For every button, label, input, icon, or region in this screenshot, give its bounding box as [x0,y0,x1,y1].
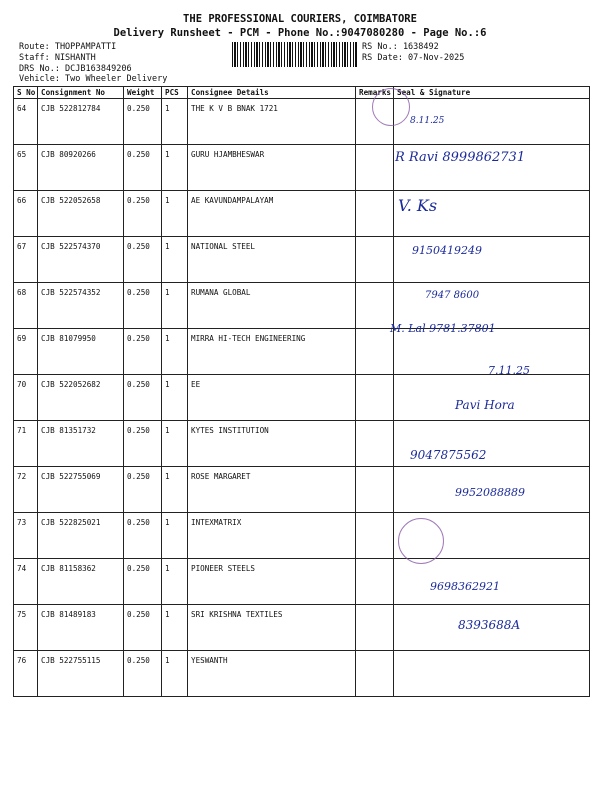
weight: 0.250 [124,421,162,467]
sno: 73 [14,513,38,559]
col-consignee: Consignee Details [188,87,356,99]
seal-stamp [398,518,444,564]
sno: 66 [14,191,38,237]
weight: 0.250 [124,237,162,283]
consignment-no: CJB 522052682 [38,375,124,421]
remarks [356,375,394,421]
sno: 69 [14,329,38,375]
table-row [14,237,590,283]
pcs: 1 [162,467,188,513]
consignee: THE K V B BNAK 1721 [188,99,356,145]
pcs: 1 [162,145,188,191]
col-pcs: PCS [162,87,188,99]
drs-label: DRS No.: DCJB163849206 [19,64,132,74]
sno: 76 [14,651,38,697]
pcs: 1 [162,513,188,559]
remarks [356,237,394,283]
rubber-stamp [392,346,472,394]
consignment-no: CJB 522052658 [38,191,124,237]
sno: 64 [14,99,38,145]
remarks [356,605,394,651]
sno: 68 [14,283,38,329]
remarks [356,651,394,697]
signature: 8393688A [458,618,521,632]
weight: 0.250 [124,329,162,375]
weight: 0.250 [124,513,162,559]
table-row [14,513,590,559]
pcs: 1 [162,283,188,329]
col-sno: S No [14,87,38,99]
pcs: 1 [162,99,188,145]
pcs: 1 [162,375,188,421]
col-signature: Seal & Signature [394,87,590,99]
signature-cell [394,651,590,697]
runsheet-table [13,86,590,697]
col-consignment: Consignment No [38,87,124,99]
table-row [14,191,590,237]
pcs: 1 [162,237,188,283]
weight: 0.250 [124,559,162,605]
consignee: KYTES INSTITUTION [188,421,356,467]
consignment-no: CJB 522574352 [38,283,124,329]
signature: 9047875562 [410,448,487,462]
vehicle-label: Vehicle: Two Wheeler Delivery [19,74,168,84]
remarks [356,283,394,329]
table-header [14,87,590,99]
consignee: PIONEER STEELS [188,559,356,605]
weight: 0.250 [124,283,162,329]
table-row [14,651,590,697]
consignee: ROSE MARGARET [188,467,356,513]
consignment-no: CJB 522755069 [38,467,124,513]
consignee: SRI KRISHNA TEXTILES [188,605,356,651]
weight: 0.250 [124,191,162,237]
consignee: INTEXMATRIX [188,513,356,559]
consignment-no: CJB 81158362 [38,559,124,605]
rs-date: RS Date: 07-Nov-2025 [362,53,465,63]
pcs: 1 [162,329,188,375]
sno: 65 [14,145,38,191]
pcs: 1 [162,421,188,467]
seal-stamp [372,88,410,126]
consignee: GURU HJAMBHESWAR [188,145,356,191]
runsheet-title: Delivery Runsheet - PCM - Phone No.:9047080280 - Page No.:6 [113,27,487,39]
sno: 72 [14,467,38,513]
weight: 0.250 [124,651,162,697]
weight: 0.250 [124,145,162,191]
sno: 74 [14,559,38,605]
signature: 7947 8600 [425,290,480,301]
signature: M. Lal 9781.37801 [390,322,496,335]
remarks [356,467,394,513]
remarks [356,145,394,191]
signature: 8.11.25 [410,116,445,126]
consignee: EE [188,375,356,421]
pcs: 1 [162,559,188,605]
consignee: MIRRA HI-TECH ENGINEERING [188,329,356,375]
pcs: 1 [162,605,188,651]
barcode [232,42,357,67]
pcs: 1 [162,191,188,237]
table-row [14,99,590,145]
sno: 75 [14,605,38,651]
col-remarks: Remarks [356,87,394,99]
sno: 67 [14,237,38,283]
table-row [14,421,590,467]
route-label: Route: THOPPAMPATTI [19,42,117,52]
remarks [356,559,394,605]
remarks [356,329,394,375]
consignee: YESWANTH [188,651,356,697]
col-weight: Weight [124,87,162,99]
remarks [356,421,394,467]
weight: 0.250 [124,605,162,651]
consignment-no: CJB 81489183 [38,605,124,651]
weight: 0.250 [124,375,162,421]
signature: V. Ks [398,196,438,215]
consignment-no: CJB 81351732 [38,421,124,467]
company-title: THE PROFESSIONAL COURIERS, COIMBATORE [183,13,417,25]
remarks [356,513,394,559]
sno: 71 [14,421,38,467]
table-row [14,559,590,605]
table-row [14,283,590,329]
consignee: AE KAVUNDAMPALAYAM [188,191,356,237]
remarks [356,191,394,237]
consignment-no: CJB 522755115 [38,651,124,697]
signature: 9150419249 [412,244,482,257]
consignment-no: CJB 522574370 [38,237,124,283]
consignment-no: CJB 522812784 [38,99,124,145]
rs-number: RS No.: 1638492 [362,42,439,52]
signature: 9698362921 [430,580,500,593]
signature: 7.11.25 [488,364,530,377]
weight: 0.250 [124,467,162,513]
consignee: RUMANA GLOBAL [188,283,356,329]
signature: Pavi Hora [455,398,515,412]
consignment-no: CJB 522825021 [38,513,124,559]
sno: 70 [14,375,38,421]
consignee: NATIONAL STEEL [188,237,356,283]
signature: R Ravi 8999862731 [395,150,526,165]
pcs: 1 [162,651,188,697]
weight: 0.250 [124,99,162,145]
signature: 9952088889 [455,486,525,499]
staff-label: Staff: NISHANTH [19,53,96,63]
consignment-no: CJB 81079950 [38,329,124,375]
consignment-no: CJB 80920266 [38,145,124,191]
